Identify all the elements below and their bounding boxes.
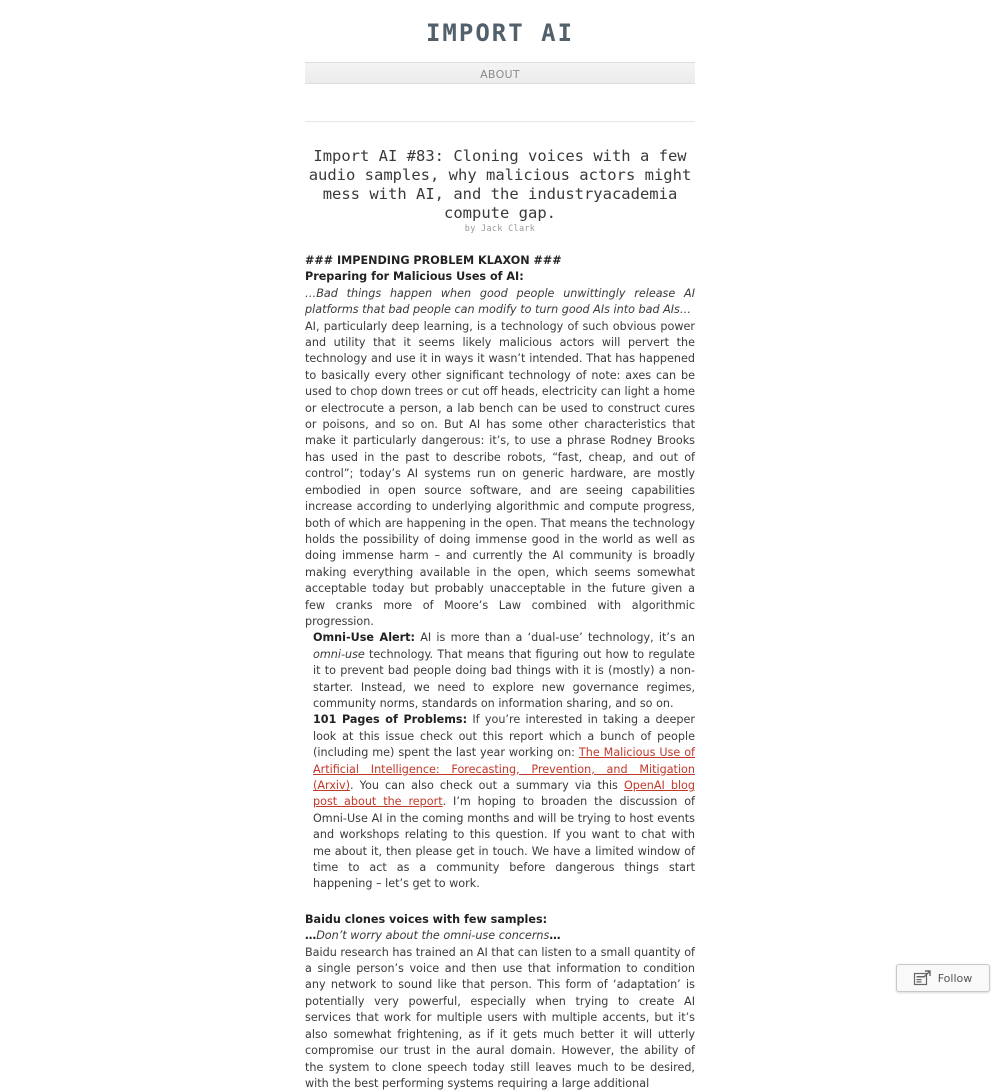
section-tagline [305, 928, 695, 944]
post-content [305, 253, 695, 1092]
section-subheader: Preparing for Malicious Uses of AI: [305, 270, 524, 284]
paragraph-text: AI is more than a ‘dual-use’ technology, it’s an [414, 631, 695, 645]
section-paragraph: Baidu research has trained an AI that can listen to a small quantity of a single person’s voice and then use that information to condition any network to sound like that person. This form of ‘adaptation’ is potentially very powerful, especially when trying to create AI services that work for multiple users with multiple accents, but it’s also somewhat frightening, as if it gets much better it will utterly compromise our trust in the aural domain. However, the ability of the system to clone speech today still leaves much to be desired, with the best performing systems requiring a large additional [305, 945, 695, 1090]
post-byline: by Jack Clark [464, 224, 536, 234]
paragraph-text: technology. That means that figuring out how to regulate it to prevent bad people doing bad things with it is (mostly) a non-starter. Instead, we need to explore new governance regimes, community norms, standards on information sharing, and so on. [313, 647, 695, 710]
pages-label: 101 Pages of Problems: [313, 713, 468, 727]
tagline-ellipsis: … [549, 929, 561, 943]
nav-item-about[interactable]: ABOUT [480, 68, 520, 81]
paragraph-gap [305, 893, 695, 912]
blog-post-link[interactable]: OpenAI blog post about the report [313, 779, 696, 809]
section-paragraph [305, 712, 695, 892]
paragraph-text: . You can also check out a summary via this [350, 779, 624, 792]
omni-use-label: Omni-Use Alert: [313, 631, 415, 645]
section-header: Baidu clones voices with few samples: [305, 912, 548, 926]
paragraph-text: If you’re interested in taking a deeper look at this issue check out this report which a bunch of people (including me) spent the last year working on: [313, 713, 695, 760]
report-link[interactable]: The Malicious Use of Artificial Intelligence: Forecasting, Prevention, and Mitigation (Arxiv) [313, 746, 695, 792]
divider [305, 121, 695, 122]
follow-icon [914, 971, 930, 985]
section-paragraph: AI, particularly deep learning, is a technology of such obvious power and utility that it seems likely malicious actors will pervert the technology and use it in ways it wasn’t intended. That has happened to basically every other significant technology of note: axes can be used to chop down trees or cut off heads, electricity can light a home or electrocute a person, a lab bench can be used to construct cures or poisons, and so on. But AI has some other characteristics that make it particularly dangerous: it’s, to use a phrase Rodney Brooks has used in the past to describe robots, “fast, cheap, and out of control”; today’s AI systems run on generic hardware, are mostly embodied in open source software, and are seeing capabilities increase according to underlying algorithmic and compute progress, both of which are happening in the open. That means the technology holds the possibility of doing immense good in the world as well as doing immense harm – and currently the AI community is broadly making everything available in the open, which seems somewhat acceptable today but probably unacceptable in the future given a few cranks more of Moore’s Law combined with algorithmic progression. [305, 319, 695, 628]
section-paragraph [305, 630, 695, 712]
nav-bar [305, 62, 695, 84]
paragraph-emphasis: omni-use [313, 647, 365, 661]
tagline-text: Don’t worry about the omni-use concerns [316, 929, 550, 943]
post-title: Import AI #83: Cloning voices with a few audio samples, why malicious actors might mess with AI, and the industryacademia compute gap. [308, 147, 692, 222]
follow-label: Follow [937, 971, 973, 985]
follow-button[interactable] [896, 964, 990, 992]
tagline-ellipsis: … [305, 929, 317, 943]
paragraph-text: . I’m hoping to broaden the discussion of Omni-Use AI in the coming months and will be trying to host events and workshops relating to this question. If you want to chat with me about it, then please get in touch. We have a limited window of time to act as a community before dangerous things start happening – let’s get to work. [313, 795, 695, 891]
section-tagline: …Bad things happen when good people unwittingly release AI platforms that bad people can modify to turn good AIs into bad AIs… [305, 286, 695, 317]
section-header: ### IMPENDING PROBLEM KLAXON ### [305, 254, 562, 267]
site-title[interactable]: IMPORT AI [425, 19, 575, 47]
